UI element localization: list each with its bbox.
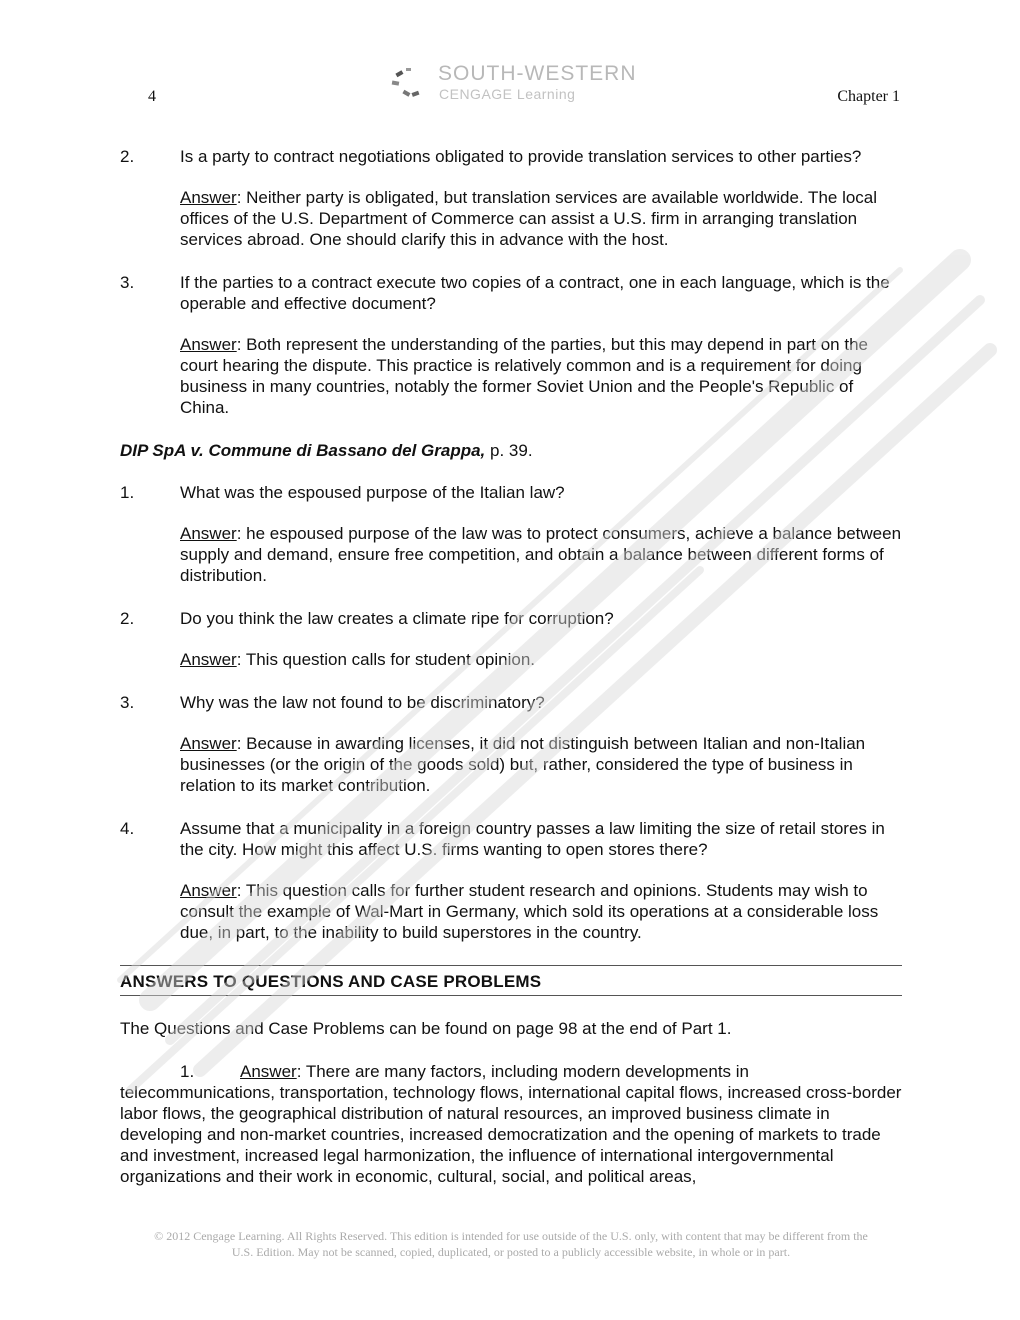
answer-label: Answer: [180, 734, 237, 753]
answer-text: : Both represent the understanding of the parties, but this may depend in part on the court hearing the dispute. This practice is relatively common and is a requirement for doing business in many countries, notably the former Soviet Union and the People's Republic of China.: [180, 335, 868, 417]
copyright-footer: [120, 1228, 902, 1260]
answer-label: Answer: [180, 188, 237, 207]
case-question-4: [120, 818, 902, 860]
case-page-ref: p. 39.: [485, 441, 533, 460]
question-3: [120, 272, 902, 314]
question-text: Assume that a municipality in a foreign country passes a law limiting the size of retail stores in the city. How might this affect U.S. firms wanting to open stores there?: [180, 819, 885, 859]
publisher-logo: [390, 62, 650, 106]
question-number: 4.: [120, 819, 135, 838]
paragraph-number: 1.: [180, 1062, 195, 1081]
answer-text: : he espoused purpose of the law was to protect consumers, achieve a balance between supply and demand, ensure free competition, and obtain a balance between different forms of distribution.: [180, 524, 902, 585]
question-2: [120, 146, 902, 167]
answer-label: Answer: [180, 335, 237, 354]
answer-text: : This question calls for student opinion.: [236, 650, 535, 669]
answer-label: Answer: [180, 881, 237, 900]
case-answer-4: [120, 880, 902, 943]
answer-2: [120, 187, 902, 250]
case-question-2: [120, 608, 902, 629]
question-text: What was the espoused purpose of the Italian law?: [180, 483, 565, 502]
logo-text-top: SOUTH-WESTERN: [438, 62, 637, 85]
footer-line-1: © 2012 Cengage Learning. All Rights Reserved. This edition is intended for use outside of the U.S. only, with content that may be different from the: [154, 1229, 868, 1243]
logo-text-bottom: CENGAGE Learning: [439, 86, 576, 102]
question-text: Do you think the law creates a climate ripe for corruption?: [180, 609, 614, 628]
answer-text: : Because in awarding licenses, it did not distinguish between Italian and non-Italian businesses (or the origin of the goods sold) but, rather, considered the type of business in relation to its market contribution.: [180, 734, 866, 795]
answer-paragraph-1: [120, 1061, 902, 1187]
case-title: [120, 440, 902, 461]
case-name: DIP SpA v. Commune di Bassano del Grappa,: [120, 441, 486, 460]
section-intro: The Questions and Case Problems can be found on page 98 at the end of Part 1.: [120, 1019, 732, 1038]
page-number: 4: [148, 88, 156, 105]
question-text: If the parties to a contract execute two copies of a contract, one in each language, which is the operable and effective document?: [180, 273, 890, 313]
question-number: 3.: [120, 693, 135, 712]
question-number: 3.: [120, 273, 135, 292]
answer-label: Answer: [180, 650, 237, 669]
answer-label: Answer: [180, 524, 237, 543]
case-answer-3: [120, 733, 902, 796]
case-answer-1: [120, 523, 902, 586]
chapter-label: Chapter 1: [837, 88, 900, 105]
page-content: [120, 146, 902, 1187]
cengage-logo-icon: [390, 64, 430, 104]
question-number: 1.: [120, 483, 135, 502]
question-number: 2.: [120, 609, 135, 628]
case-answer-2: [120, 649, 902, 670]
answer-text: : There are many factors, including modern developments in telecommunications, transportation, technology flows, international capital flows, increased cross-border labor flows, the geographical distribution of natural resources, an improved business climate in developing and non-market countries, increased democratization and the opening of markets to trade and investment, increased legal harmonization, the influence of international intergovernmental organizations and their work in economic, cultural, social, and political areas,: [120, 1062, 902, 1186]
answer-label: Answer: [240, 1062, 297, 1081]
answer-text: : This question calls for further student research and opinions. Students may wish to consult the example of Wal-Mart in Germany, which sold its operations at a considerable loss due, in part, to the inability to build superstores in the country.: [180, 881, 879, 942]
answer-text: : Neither party is obligated, but translation services are available worldwide. The local offices of the U.S. Department of Commerce can assist a U.S. firm in arranging translation services abroad. One should clarify this in advance with the host.: [180, 188, 878, 249]
question-text: Why was the law not found to be discriminatory?: [180, 693, 545, 712]
answer-3: [120, 334, 902, 418]
case-question-3: [120, 692, 902, 713]
case-question-1: [120, 482, 902, 503]
section-header: ANSWERS TO QUESTIONS AND CASE PROBLEMS: [120, 965, 902, 996]
question-text: Is a party to contract negotiations obligated to provide translation services to other parties?: [180, 147, 862, 166]
footer-line-2: U.S. Edition. May not be scanned, copied, duplicated, or posted to a publicly accessible website, in whole or in part.: [231, 1245, 791, 1259]
question-number: 2.: [120, 147, 135, 166]
